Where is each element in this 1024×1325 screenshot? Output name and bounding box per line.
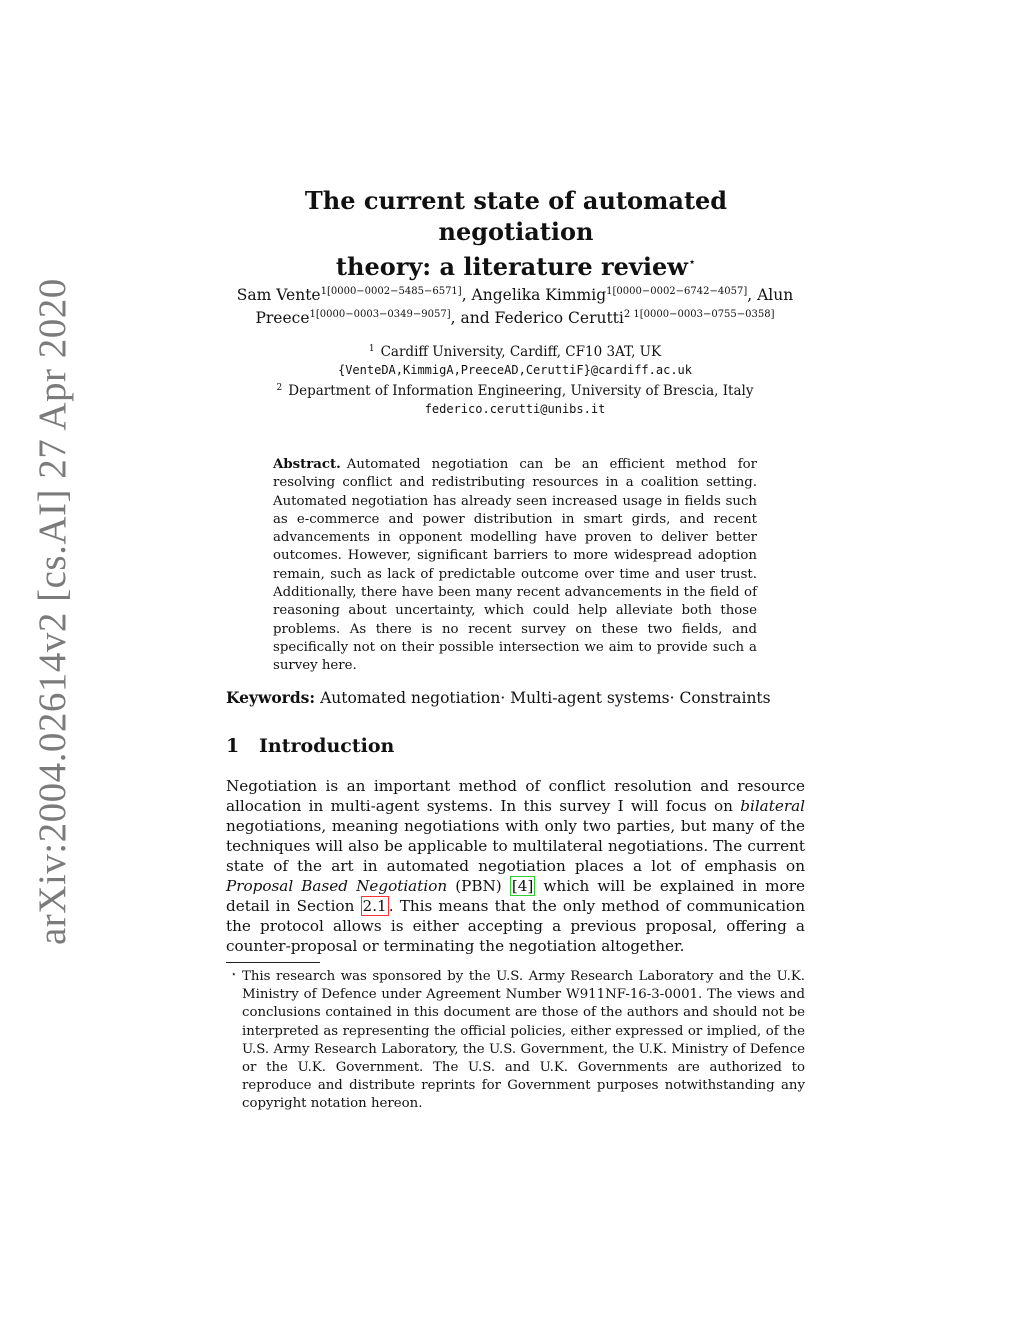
paragraph-text: (PBN) xyxy=(447,877,510,895)
section-title: Introduction xyxy=(259,735,395,757)
footnote-mark: ⋆ xyxy=(231,970,237,980)
author-name: , Angelika Kimmig xyxy=(461,286,607,304)
affiliation-number: 1 xyxy=(368,344,375,354)
emphasis-text: bilateral xyxy=(740,797,805,815)
keywords-text: Automated negotiation· Multi-agent systems· Constraints xyxy=(320,689,771,707)
affiliation-2 xyxy=(210,379,820,400)
title-footnote-mark: ⋆ xyxy=(687,255,697,270)
section-number: 1 xyxy=(226,735,240,757)
paragraph-text: which will be explained in more detail in Section xyxy=(226,877,805,915)
introduction-paragraph xyxy=(226,776,805,956)
footnote-text: This research was sponsored by the U.S. Army Research Laboratory and the U.K. Ministry of Defence under Agreement Number W911NF-16-3-0001. The views and conclusions contained in this document are those of the authors and should not be interpreted as representing the official policies, either expressed or implied, of the U.S. Army Research Laboratory, the U.S. Government, the U.K. Ministry of Defence or the U.K. Government. The U.S. and U.K. Governments are authorized to reproduce and distribute reprints for Government purposes notwithstanding any copyright notation hereon. xyxy=(242,969,805,1112)
author-name: Sam Vente xyxy=(236,286,321,304)
keywords-label: Keywords: xyxy=(226,688,316,707)
arxiv-identifier-stamp: arXiv:2004.02614v2 [cs.AI] 27 Apr 2020 xyxy=(31,278,74,945)
paper-title xyxy=(226,185,806,282)
author-name: , and Federico Cerutti xyxy=(450,309,624,327)
emphasis-text: Proposal Based Negotiation xyxy=(226,877,448,895)
title-line-1: The current state of automated negotiation xyxy=(304,186,728,246)
author-name: , Alun Preece xyxy=(255,286,794,327)
affiliations xyxy=(210,340,820,418)
section-link[interactable]: 2.1 xyxy=(362,897,387,915)
affiliation-number: 2 xyxy=(276,383,283,393)
affiliation-1 xyxy=(210,340,820,361)
citation-link[interactable]: [4] xyxy=(511,877,534,895)
author-list xyxy=(210,282,820,328)
footnote-rule xyxy=(226,962,320,963)
section-heading xyxy=(226,735,394,757)
abstract-label: Abstract. xyxy=(273,457,341,472)
title-line-2 xyxy=(226,247,806,282)
affiliation-text: Cardiff University, Cardiff, CF10 3AT, UK xyxy=(380,344,662,360)
author-orcid: 1[0000−0003−0349−9057] xyxy=(309,309,451,320)
affiliation-1-email: {VenteDA,KimmigA,PreeceAD,CeruttiF}@cardiff.ac.uk xyxy=(337,363,692,377)
author-orcid: 1[0000−0002−6742−4057] xyxy=(606,286,748,297)
footnote xyxy=(226,968,805,1114)
affiliation-2-email: federico.cerutti@unibs.it xyxy=(424,402,606,416)
abstract xyxy=(273,456,757,676)
author-orcid: 2 1[0000−0003−0755−0358] xyxy=(623,309,775,320)
title-line-2-text: theory: a literature review xyxy=(335,252,688,281)
affiliation-text: Department of Information Engineering, University of Brescia, Italy xyxy=(288,383,754,399)
keywords xyxy=(226,688,806,708)
abstract-text: Automated negotiation can be an efficient method for resolving conflict and redistributing resources in a coalition setting. Automated negotiation has already seen increased usage in fields such as e-commerce and power distribution in smart girds, and recent advancements in opponent modelling have proven to deliver better outcomes. However, significant barriers to more widespread adoption remain, such as lack of predictable outcome over time and user trust. Additionally, there have been many recent advancements in the field of reasoning about uncertainty, which could help alleviate both those problems. As there is no recent survey on these two fields, and specifically not on their possible intersection we aim to provide such a survey here. xyxy=(273,457,757,674)
paragraph-text: negotiations, meaning negotiations with only two parties, but many of the techniques will also be applicable to multilateral negotiations. The current state of the art in automated negotiation places a lot of emphasis on xyxy=(226,817,805,875)
paragraph-text: . This means that the only method of communication the protocol allows is either accepting a previous proposal, offering a counter-proposal or terminating the negotiation altogether. xyxy=(226,897,805,955)
author-orcid: 1[0000−0002−5485−6571] xyxy=(320,286,462,297)
paragraph-text: Negotiation is an important method of conflict resolution and resource allocation in multi-agent systems. In this survey I will focus on xyxy=(226,777,805,815)
